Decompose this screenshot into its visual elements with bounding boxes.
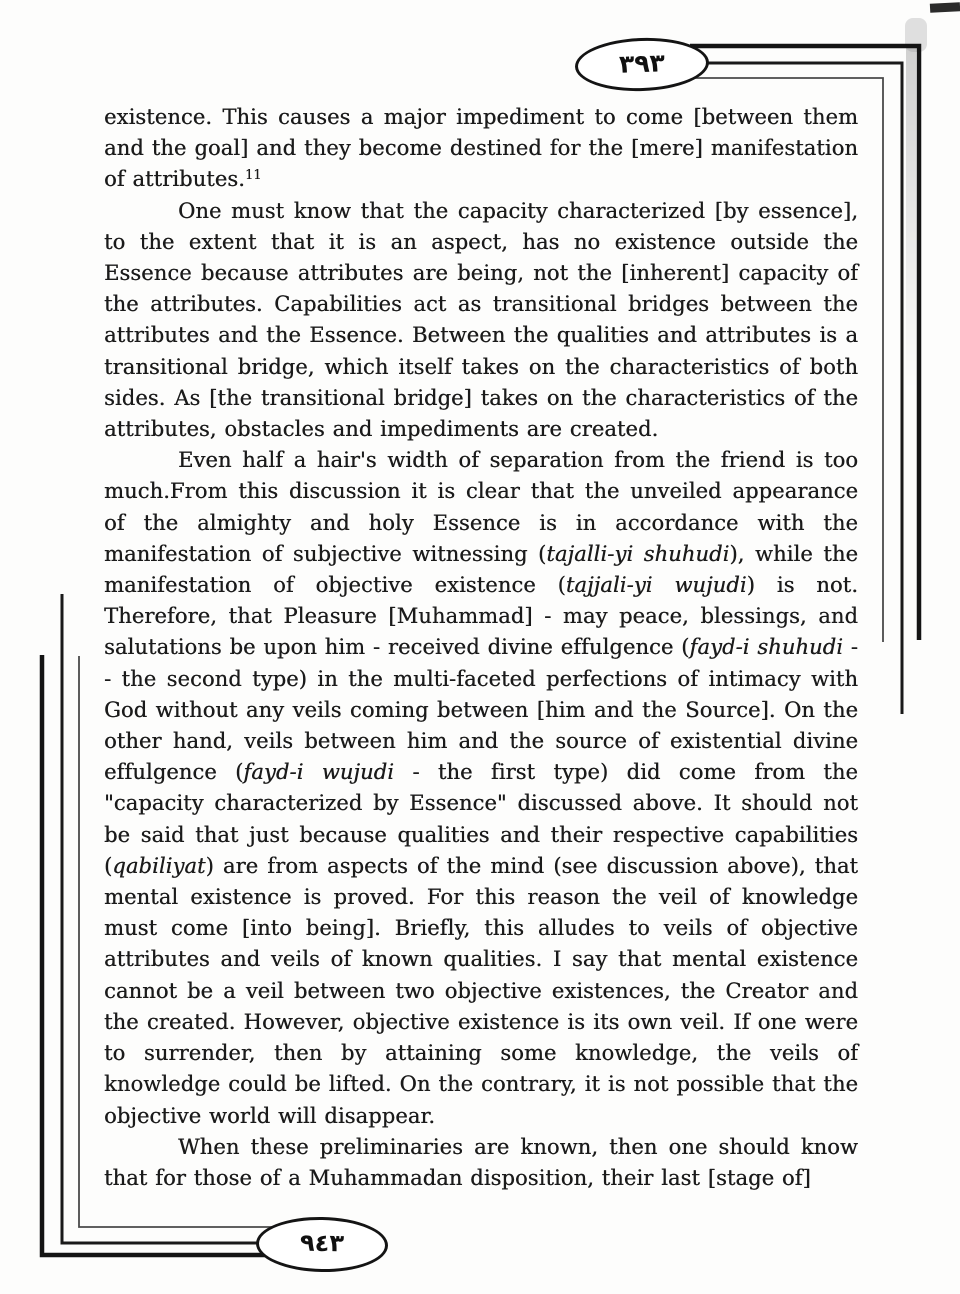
- paragraph: [104, 445, 858, 1131]
- scan-artifact-mark: [930, 2, 960, 13]
- page-number-bottom: ٩٤٣: [299, 1228, 345, 1258]
- text-run: ) are from aspects of the mind (see discussion above), that mental existence is proved. For this reason the veil of knowledge must come [into being]. Briefly, this alludes to veils of objective attributes and veils of known qualities. I say that mental existence cannot be a veil between two objective existences, the Creator and the created. However, objective existence is its own veil. If one were to surrender, then by attaining some knowledge, the veils of knowledge could be lifted. On the contrary, it is not possible that the objective world will disappear.: [104, 853, 858, 1128]
- paragraph: [104, 196, 858, 446]
- text-run: - the first type) did come from the "capacity characterized by Essence" discussed above. It should not be said that just because qualities and their respective capabilities (: [104, 760, 858, 878]
- italic-term: tajalli-yi shuhudi: [546, 541, 730, 566]
- paragraph: [104, 102, 858, 196]
- paragraph: [104, 1132, 858, 1194]
- text-run: When these preliminaries are known, then one should know that for those of a Muhammadan disposition, their last [stage of]: [104, 1134, 858, 1190]
- footnote-marker: 11: [244, 168, 262, 184]
- italic-term: fayd-i wujudi: [243, 760, 395, 785]
- scan-artifact-streak: [906, 48, 916, 388]
- italic-term: tajjali-yi wujudi: [565, 573, 747, 598]
- text-run: existence. This causes a major impediment to come [between them and the goal] and they become destined for the [mere] manifestation of attributes.: [104, 105, 858, 192]
- text-run: One must know that the capacity characterized [by essence], to the extent that it is an aspect, has no existence outside the Essence because attributes are being, not the [inherent] capacity of the attributes. Capabilities act as transitional bridges between the attributes and the Essence. Between the qualities and attributes is a transitional bridge, which itself takes on the characteristics of both sides. As [the transitional bridge] takes on the characteristics of the attributes, obstacles and impediments are created.: [104, 198, 858, 442]
- text-run: ), while the manifestation of objective existence (: [104, 541, 858, 598]
- text-run: ) is not. Therefore, that Pleasure [Muhammad] - may peace, blessings, and salutations be upon him - received divine effulgence (: [104, 573, 858, 660]
- italic-term: qabiliyat: [112, 853, 206, 878]
- body-text: [104, 102, 858, 1194]
- page-number-top: ٣٩٣: [618, 47, 666, 79]
- text-run: -- the second type) in the multi-faceted perfections of intimacy with God without any veils coming between [him and the Source]. On the other hand, veils between him and the source of existential divine effulgence (: [104, 635, 858, 785]
- italic-term: fayd-i shuhudi: [689, 635, 844, 660]
- text-run: Even half a hair's width of separation from the friend is too much.From this discussion it is clear that the unveiled appearance of the almighty and holy Essence is in accordance with the manifestation of subjective witnessing (: [104, 448, 858, 566]
